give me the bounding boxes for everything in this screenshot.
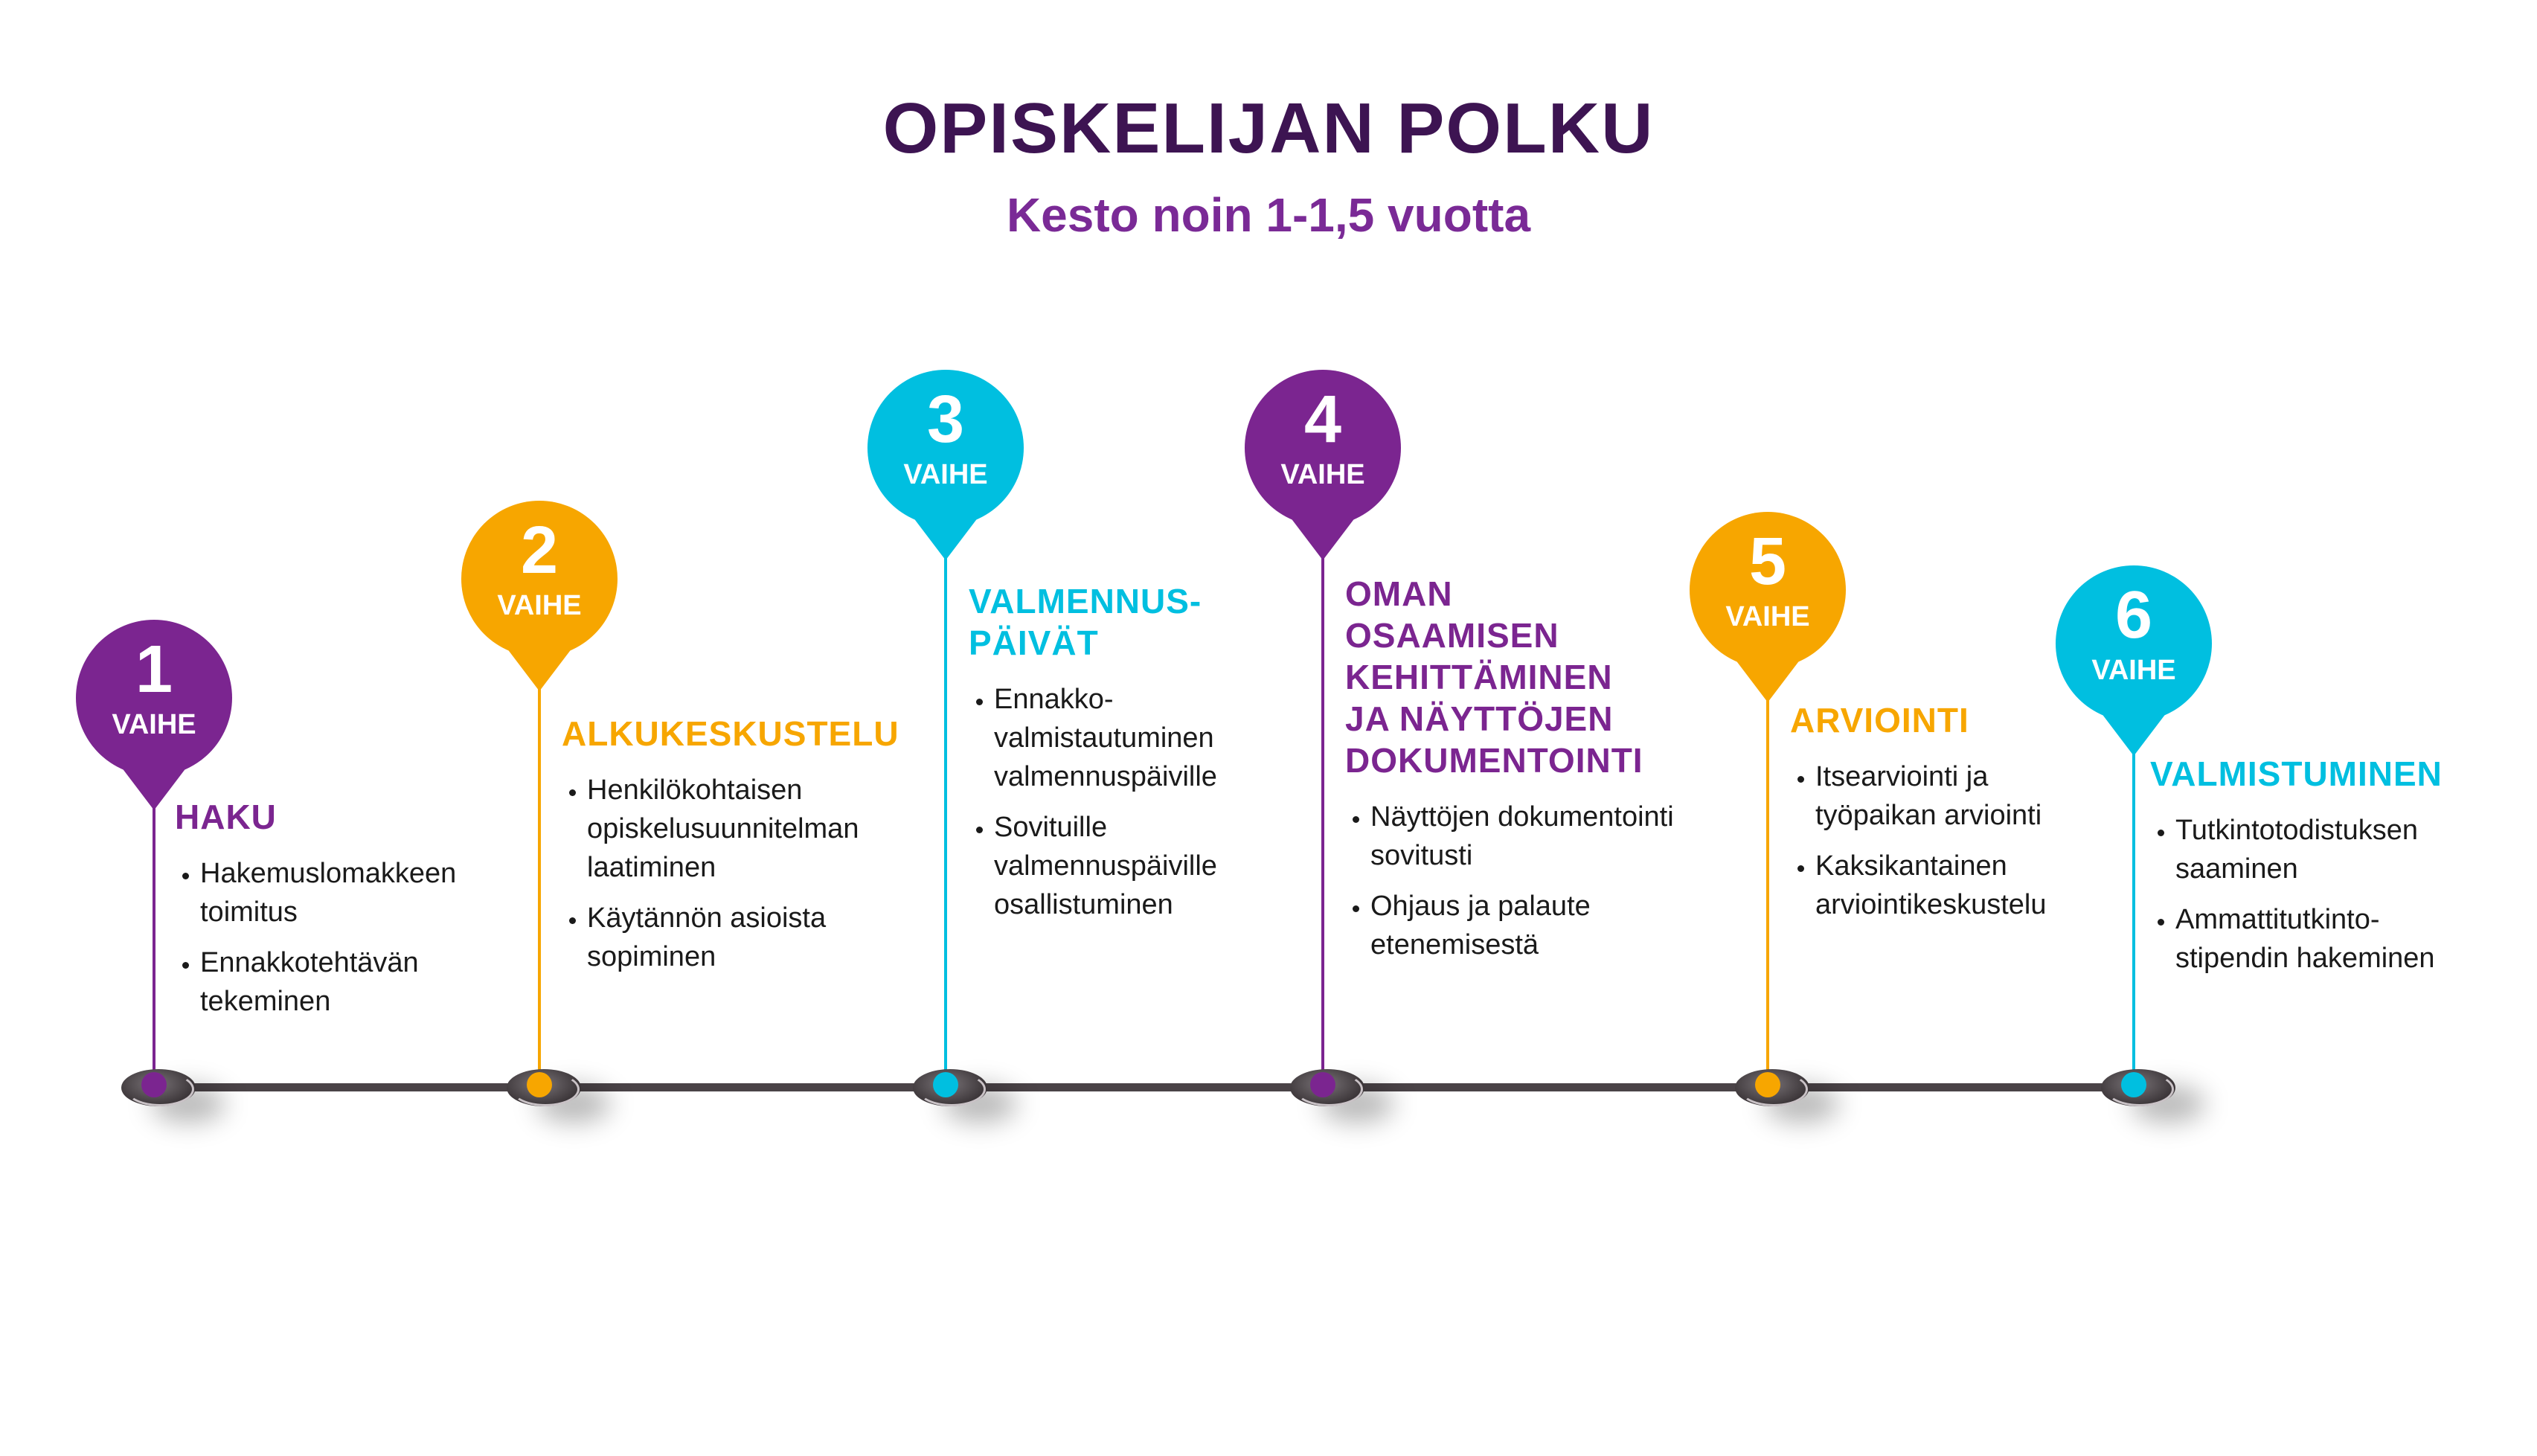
stage-6-heading-line: VALMISTUMINEN: [2150, 754, 2443, 793]
stage-3-heading: [969, 580, 1281, 664]
stage-1-text: [175, 796, 495, 1033]
stage-1-number: 1: [135, 632, 173, 707]
stage-3-stem: [944, 556, 947, 1087]
stage-5-bullet: • Itsearviointi ja työpaikan arviointi: [1815, 757, 2103, 835]
stage-5-pin: [1690, 512, 1846, 668]
diagram-subtitle: Kesto noin 1-1,5 vuotta: [1006, 188, 1531, 242]
stage-6-heading: [2150, 753, 2477, 795]
stage-2-stem: [538, 687, 541, 1087]
stage-4-bullet-list: [1345, 798, 1762, 964]
stage-6-label: VAIHE: [2091, 655, 2176, 686]
stage-2-pin: [461, 501, 618, 657]
stage-6-bullet-list: [2150, 811, 2477, 978]
stage-2-text: [562, 713, 919, 988]
stage-2-heading: [562, 713, 919, 754]
stage-5-number: 5: [1748, 525, 1787, 599]
stage-1-stem: [153, 806, 155, 1087]
stage-5-dot: [1755, 1072, 1780, 1097]
stage-4-heading-line: KEHITTÄMINEN: [1345, 658, 1613, 696]
stage-3-number: 3: [926, 382, 965, 457]
stage-3-text: [969, 580, 1281, 936]
stage-6-bullet: • Ammattitutkinto- stipendin hakeminen: [2175, 900, 2477, 978]
stage-1-pin: [76, 620, 232, 776]
stage-5-text: [1790, 699, 2103, 936]
stage-5-label: VAIHE: [1725, 601, 1810, 632]
stage-4-number: 4: [1303, 382, 1342, 457]
stage-3-bullet: • Ennakko- valmistautuminen valmennuspäiville: [994, 680, 1281, 796]
stage-3-pin: [867, 370, 1024, 526]
stage-1-heading: [175, 796, 495, 838]
stage-4-heading-line: OSAAMISEN: [1345, 616, 1559, 655]
stage-4-bullet: • Näyttöjen dokumentointi sovitusti: [1370, 798, 1762, 875]
stage-6-pin: [2056, 565, 2212, 722]
stage-5-heading: [1790, 699, 2103, 741]
stage-4-text: [1345, 573, 1762, 976]
stage-3-heading-line: VALMENNUS-: [969, 582, 1202, 620]
stage-4-stem: [1321, 556, 1324, 1087]
stage-3-heading-line: PÄIVÄT: [969, 623, 1099, 662]
stage-2-number: 2: [520, 513, 559, 588]
stage-4-dot: [1310, 1072, 1335, 1097]
stage-4-bullet: • Ohjaus ja palaute etenemisestä: [1370, 887, 1762, 964]
stage-2-bullet: • Käytännön asioista sopiminen: [587, 899, 919, 976]
stage-3-dot: [933, 1072, 958, 1097]
stage-4-label: VAIHE: [1280, 459, 1365, 490]
stage-2-bullet: • Henkilökohtaisen opiskelusuunnitelman laatiminen: [587, 771, 919, 887]
stage-4-heading-line: OMAN: [1345, 574, 1453, 613]
stage-4-heading-line: JA NÄYTTÖJEN: [1345, 699, 1614, 738]
stage-6-text: [2150, 753, 2477, 990]
stage-2-heading-line: ALKUKESKUSTELU: [562, 714, 899, 753]
stage-1-bullet-list: [175, 854, 495, 1021]
stage-1-heading-line: HAKU: [175, 798, 277, 836]
stage-2-label: VAIHE: [497, 590, 582, 621]
stage-6-number: 6: [2114, 578, 2153, 652]
stage-5-heading-line: ARVIOINTI: [1790, 701, 1969, 740]
stage-1-dot: [141, 1072, 167, 1097]
stage-6-stem: [2132, 751, 2135, 1087]
stage-4-pin: [1245, 370, 1401, 526]
stage-4-heading-line: DOKUMENTOINTI: [1345, 741, 1643, 780]
stage-2-bullet-list: [562, 771, 919, 976]
stage-5-bullet: • Kaksikantainen arviointikeskustelu: [1815, 847, 2103, 924]
stage-3-bullet-list: [969, 680, 1281, 924]
stage-3-bullet: • Sovituille valmennuspäiville osallistuminen: [994, 808, 1281, 924]
stage-6-dot: [2121, 1072, 2146, 1097]
stage-2-dot: [527, 1072, 552, 1097]
stage-1-label: VAIHE: [112, 709, 196, 740]
diagram-title: OPISKELIJAN POLKU: [882, 89, 1655, 168]
stage-5-stem: [1766, 698, 1769, 1087]
stage-3-label: VAIHE: [903, 459, 988, 490]
stage-6-bullet: • Tutkintotodistuksen saaminen: [2175, 811, 2477, 888]
stage-5-bullet-list: [1790, 757, 2103, 924]
stage-1-bullet: • Ennakkotehtävän tekeminen: [200, 943, 495, 1021]
stage-1-bullet: • Hakemuslomakkeen toimitus: [200, 854, 495, 931]
timeline-track: [153, 1083, 2161, 1091]
